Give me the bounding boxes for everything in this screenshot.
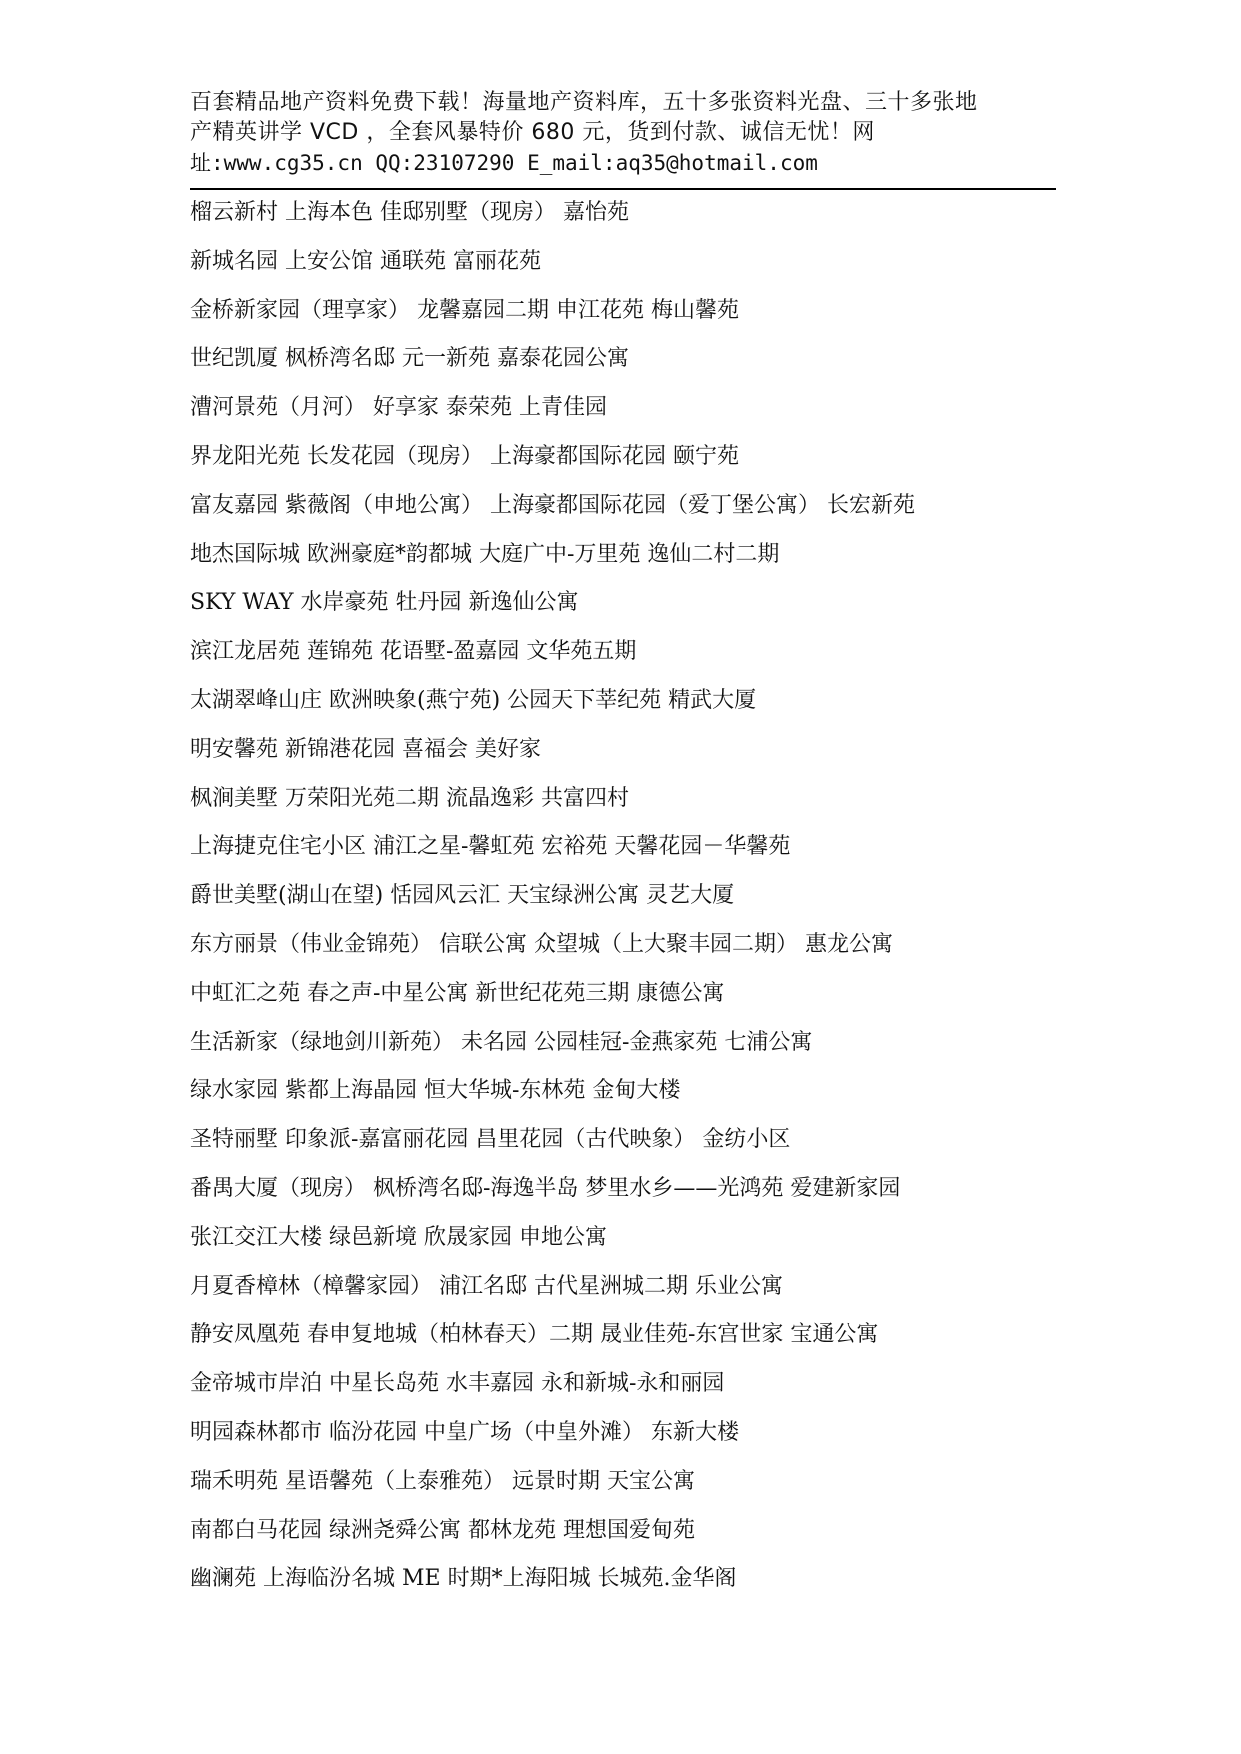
- property-list: [190, 198, 1056, 1613]
- header-divider: [190, 188, 1056, 190]
- list-item: 番禺大厦（现房） 枫桥湾名邸-海逸半岛 梦里水乡——光鸿苑 爱建新家园: [190, 1175, 901, 1201]
- header-line-1: 百套精品地产资料免费下载！海量地产资料库，五十多张资料光盘、三十多张地: [190, 90, 978, 115]
- list-item: 界龙阳光苑 长发花园（现房） 上海豪都国际花园 颐宁苑: [190, 443, 739, 469]
- list-item: 明园森林都市 临汾花园 中皇广场（中皇外滩） 东新大楼: [190, 1419, 739, 1445]
- list-item: 圣特丽墅 印象派-嘉富丽花园 昌里花园（古代映象） 金纺小区: [190, 1127, 791, 1153]
- list-item: 爵世美墅(湖山在望) 恬园风云汇 天宝绿洲公寓 灵艺大厦: [190, 883, 735, 909]
- list-item: 漕河景苑（月河） 好享家 泰荣苑 上青佳园: [190, 395, 607, 421]
- list-item: 枫涧美墅 万荣阳光苑二期 流晶逸彩 共富四村: [190, 785, 629, 811]
- list-item: 张江交江大楼 绿邑新境 欣晟家园 申地公寓: [190, 1224, 607, 1250]
- list-item: 瑞禾明苑 星语馨苑（上泰雅苑） 远景时期 天宝公寓: [190, 1468, 695, 1494]
- list-item: 滨江龙居苑 莲锦苑 花语墅-盈嘉园 文华苑五期: [190, 639, 637, 665]
- list-item: 世纪凯厦 枫桥湾名邸 元一新苑 嘉泰花园公寓: [190, 346, 629, 372]
- header-line-2: 产精英讲学 VCD ，全套风暴特价 680 元，货到付款、诚信无忧！网: [190, 120, 875, 145]
- list-item: 中虹汇之苑 春之声-中星公寓 新世纪花苑三期 康德公寓: [190, 980, 725, 1006]
- list-item: 明安馨苑 新锦港花园 喜福会 美好家: [190, 736, 541, 762]
- list-item: 生活新家（绿地剑川新苑） 未名园 公园桂冠-金燕家苑 七浦公寓: [190, 1029, 813, 1055]
- list-item: 榴云新村 上海本色 佳邸别墅（现房） 嘉怡苑: [190, 200, 629, 225]
- list-item: 富友嘉园 紫薇阁（申地公寓） 上海豪都国际花园（爱丁堡公寓） 长宏新苑: [190, 492, 915, 518]
- list-item: 上海捷克住宅小区 浦江之星-馨虹苑 宏裕苑 天馨花园－华馨苑: [190, 834, 791, 860]
- list-item: 绿水家园 紫都上海晶园 恒大华城-东林苑 金甸大楼: [190, 1078, 681, 1104]
- list-item: 月夏香樟林（樟馨家园） 浦江名邸 古代星洲城二期 乐业公寓: [190, 1273, 783, 1299]
- list-item: 地杰国际城 欧洲豪庭*韵都城 大庭广中-万里苑 逸仙二村二期: [190, 541, 780, 567]
- list-item: 静安凤凰苑 春申复地城（柏林春天）二期 晟业佳苑-东宫世家 宝通公寓: [190, 1322, 879, 1348]
- list-item: 金桥新家园（理享家） 龙馨嘉园二期 申江花苑 梅山馨苑: [190, 297, 739, 323]
- list-item: 太湖翠峰山庄 欧洲映象(燕宁苑) 公园天下莘纪苑 精武大厦: [190, 687, 757, 713]
- list-item: 金帝城市岸泊 中星长岛苑 水丰嘉园 永和新城-永和丽园: [190, 1371, 725, 1397]
- advertisement-header: [190, 88, 1056, 178]
- list-item: SKY WAY 水岸豪苑 牡丹园 新逸仙公寓: [190, 590, 579, 616]
- list-item: 新城名园 上安公馆 通联苑 富丽花苑: [190, 248, 541, 274]
- header-line-3: 址:www.cg35.cn QQ:23107290 E_mail:aq35@hotmail.com: [190, 151, 818, 175]
- list-item: 幽澜苑 上海临汾名城 ME 时期*上海阳城 长城苑.金华阁: [190, 1566, 737, 1592]
- list-item: 南都白马花园 绿洲尧舜公寓 都林龙苑 理想国爱甸苑: [190, 1517, 695, 1543]
- list-item: 东方丽景（伟业金锦苑） 信联公寓 众望城（上大聚丰园二期） 惠龙公寓: [190, 931, 893, 957]
